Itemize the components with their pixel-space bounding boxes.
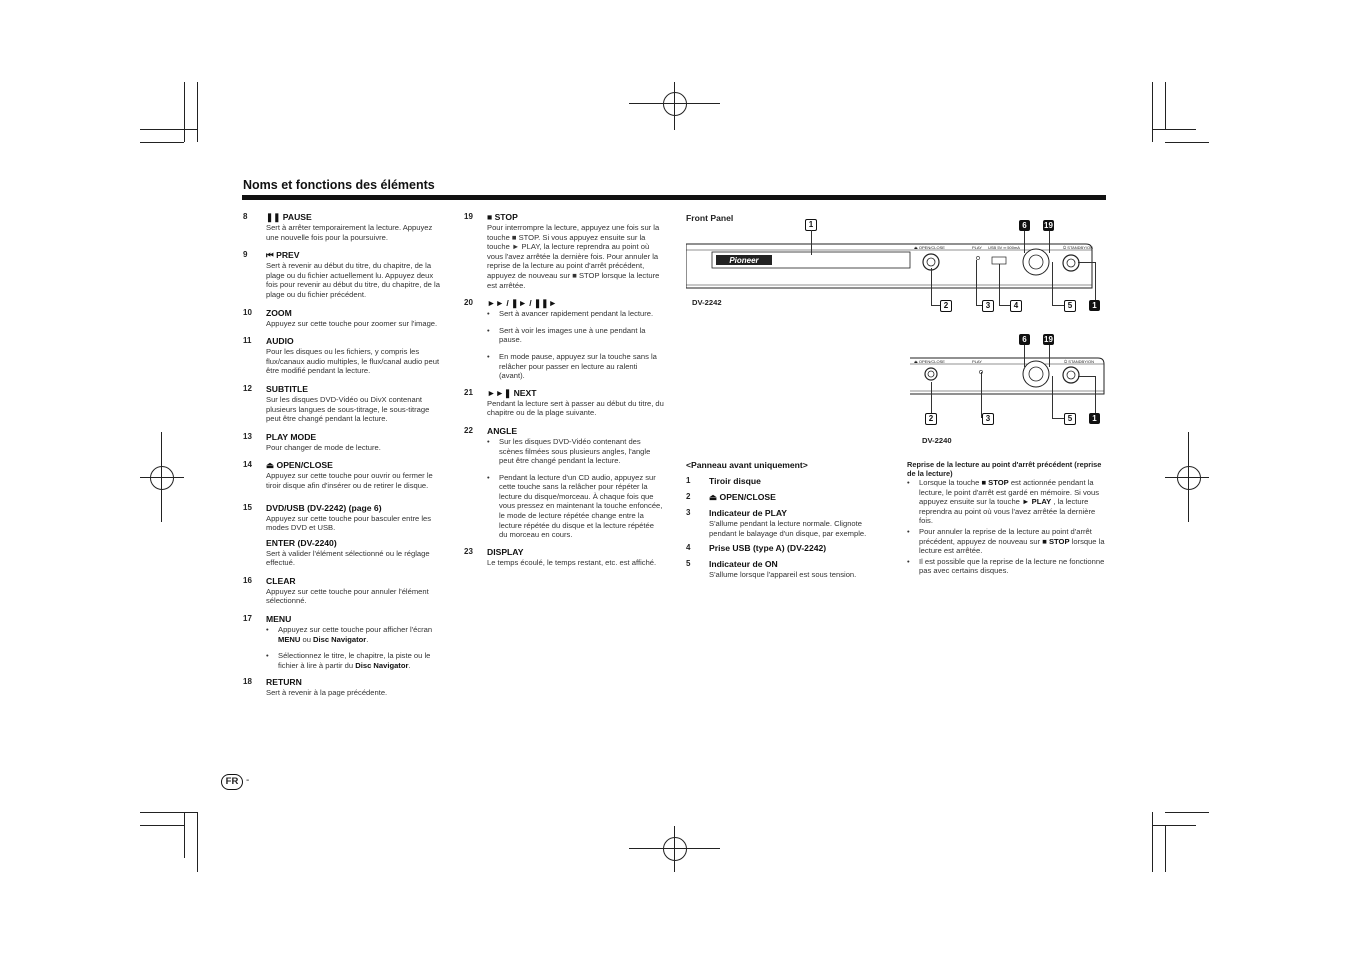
callout-5-on-indicator: 5 [1064,300,1076,312]
resume-note-bullets [907,478,1107,576]
front-panel-list-heading: <Panneau avant uniquement> [686,460,808,470]
item-pause: 8 ❚❚ PAUSE Sert à arrêter temporairement la lecture. Appuyez une nouvelle fois pour la poursuivre. [243,212,433,242]
svg-text:USB 5V ═ 500mA: USB 5V ═ 500mA [988,245,1020,250]
item-stop: 19 ■ STOP Pour interrompre la lecture, appuyez une fois sur la touche ■ STOP. Si vous appuyez ensuite sur la touche ► PLAY, la lecture reprendra au point où vous l'avez arrêtée la dernière fois. Pour annuler la reprise de la lecture au point d'arrêt précédent, appuyez de nouveau sur ■ STOP lorsque la lecture est arrêtée. [464,212,660,290]
item-clear: 16 CLEAR Appuyez sur cette touche pour annuler l'élément sélectionné. [243,575,429,606]
model-label-dv2240: DV-2240 [922,436,952,445]
section-title: Noms et fonctions des éléments [243,178,435,192]
resume-playback-note [907,460,1107,577]
item-enter-label: ENTER (DV-2240) [266,537,337,548]
callout-19: 19 [1044,335,1053,344]
front-panel-dv2240-illustration [910,352,1110,402]
svg-text:PLAY: PLAY [972,245,982,250]
item-next: 21 ►►❚ NEXT Pendant la lecture sert à passer au début du titre, du chapitre ou de la plage suivante. [464,387,664,418]
page-number: - [246,775,250,786]
scan-bullet: • Sert à voir les images une à une pendant la pause. [487,326,664,345]
item-enter-desc: Sert à valider l'élément sélectionné ou le réglage effectué. [266,548,430,568]
menu-bullets [266,625,443,670]
item-zoom: 10 ZOOM Appuyez sur cette touche pour zoomer sur l'image. [243,307,438,328]
menu-bullet: • Appuyez sur cette touche pour afficher l'écran MENU ou Disc Navigator. [266,625,443,644]
front-panel-list [686,460,886,588]
panel-item-disc-tray: 1 Tiroir disque [686,476,761,486]
callout-2-open-close: 2 [940,300,952,312]
resume-bullet: • Lorsque la touche ■ STOP est actionnée pendant la lecture, le point d'arrêt est gardé en mémoire. Si vous appuyez ensuite sur la touche ► PLAY , la lecture reprendra au point où vous l'avez arrêtée la dernière fois. [907,478,1107,526]
items-column-1 [243,212,443,706]
callout-6: 6 [1019,334,1030,345]
callout-1-disc-tray: 1 [805,219,817,231]
svg-text:⏏ OPEN/CLOSE: ⏏ OPEN/CLOSE [914,359,945,364]
front-panel-dv2242-illustration [686,238,1096,298]
item-prev: 9 ⏮ PREV Sert à revenir au début du titre, du chapitre, de la plage ou du fichier actuellement lu. Appuyez deux fois pour revenir au début du titre, du chapitre, de la plage ou du fichier précédent. [243,250,440,299]
front-panel-title: Front Panel [686,213,734,223]
item-open-close: 14 ⏏ OPEN/CLOSE Appuyez sur cette touche pour ouvrir ou fermer le tiroir disque afin d'insérer ou de retirer le disque. [243,460,433,490]
item-audio: 11 AUDIO Pour les disques ou les fichiers, y compris les flux/canaux audio multiples, le flux/canal audio peut être modifié pendant la lecture. [243,336,440,376]
svg-text:⏻ STANDBY/ON: ⏻ STANDBY/ON [1063,245,1093,250]
svg-text:Pioneer: Pioneer [729,256,759,265]
scan-bullets [487,309,664,381]
menu-bullet: • Sélectionnez le titre, le chapitre, la piste ou le fichier à lire à partir du Disc Navigator. [266,651,443,670]
callout-1-standby: 1 [1089,300,1100,311]
resume-note-title: Reprise de la lecture au point d'arrêt précédent (reprise de la lecture) [907,460,1102,478]
angle-bullets [487,437,664,540]
model-label-dv2242: DV-2242 [692,298,722,307]
item-scan: 20 ►► / ❚► / ❚❚► • Sert à avancer rapidement pendant la lecture. • Sert à voir les images une à une pendant la pause. • En mode pause, appuyez sur la touche sans la relâcher pour passer en lecture au ralenti (avant). [464,298,664,381]
callout-19: 19 [1044,221,1053,230]
item-subtitle: 12 SUBTITLE Sur les disques DVD-Vidéo ou DivX contenant plusieurs langues de sous-titrage, le sous-titrage peut être changé pendant la lecture. [243,383,430,424]
callout-3-play-indicator: 3 [982,413,994,425]
item-return: 18 RETURN Sert à revenir à la page précédente. [243,677,388,698]
angle-bullet: • Sur les disques DVD-Vidéo contenant des scènes filmées sous plusieurs angles, l'angle peut être changé pendant la lecture. [487,437,664,466]
item-dvd-usb: 15 DVD/USB (DV-2242) (page 6) Appuyez sur cette touche pour basculer entre les modes DVD et USB. ENTER (DV-2240) Sert à valider l'élément sélectionné ou le réglage effectué. [243,503,443,568]
items-column-2 [464,212,664,575]
callout-4-usb-port: 4 [1010,300,1022,312]
panel-item-usb-port: 4 Prise USB (type A) (DV-2242) [686,543,827,554]
callout-5-on-indicator: 5 [1064,413,1076,425]
callout-3-play-indicator: 3 [982,300,994,312]
item-play-mode: 13 PLAY MODE Pour changer de mode de lecture. [243,431,381,452]
panel-item-play-indicator: 3 Indicateur de PLAY S'allume pendant la lecture normale. Clignote pendant le balayage d'un disque, par exemple. [686,508,867,538]
resume-bullet: • Pour annuler la reprise de la lecture au point d'arrêt précédent, appuyez de nouveau sur ■ STOP lorsque la lecture est arrêtée. [907,527,1107,556]
panel-item-on-indicator: 5 Indicateur de ON S'allume lorsque l'appareil est sous tension. [686,559,857,580]
scan-bullet: • Sert à avancer rapidement pendant la lecture. [487,309,664,319]
svg-text:PLAY: PLAY [972,359,982,364]
item-angle: 22 ANGLE • Sur les disques DVD-Vidéo contenant des scènes filmées sous plusieurs angles, l'angle peut être changé pendant la lecture. • Pendant la lecture d'un CD audio, appuyez sur cette touche sans la relâcher pour répéter la lecture du disque/morceau. À chaque fois que vous pressez en maintenant la touche enfoncée, le mode de lecture répétée change entre la lecture répétée du disque et la lecture répétée du morceau en cours. [464,426,664,540]
callout-1-standby: 1 [1089,413,1100,424]
svg-text:⏏ OPEN/CLOSE: ⏏ OPEN/CLOSE [914,245,945,250]
language-badge: FR [221,774,243,790]
angle-bullet: • Pendant la lecture d'un CD audio, appuyez sur cette touche sans la relâcher pour répéter la lecture du disque/morceau. À chaque fois que vous pressez en maintenant la touche enfoncée, le mode de lecture répétée change entre la lecture répétée du disque et la lecture répétée du morceau en cours. [487,473,664,540]
panel-item-open-close: 2 ⏏ OPEN/CLOSE [686,492,776,502]
svg-text:⏻ STANDBY/ON: ⏻ STANDBY/ON [1064,359,1094,364]
scan-bullet: • En mode pause, appuyez sur la touche sans la relâcher pour passer en lecture au ralenti (avant). [487,352,664,381]
callout-2-open-close: 2 [925,413,937,425]
item-display: 23 DISPLAY Le temps écoulé, le temps restant, etc. est affiché. [464,546,657,567]
item-menu: 17 MENU • Appuyez sur cette touche pour afficher l'écran MENU ou Disc Navigator. • Sélectionnez le titre, le chapitre, la piste ou le fichier à lire à partir du Disc Navigator. [243,614,443,670]
section-rule [242,195,1106,200]
resume-bullet: • Il est possible que la reprise de la lecture ne fonctionne pas avec certains disques. [907,557,1107,576]
callout-6: 6 [1019,220,1030,231]
